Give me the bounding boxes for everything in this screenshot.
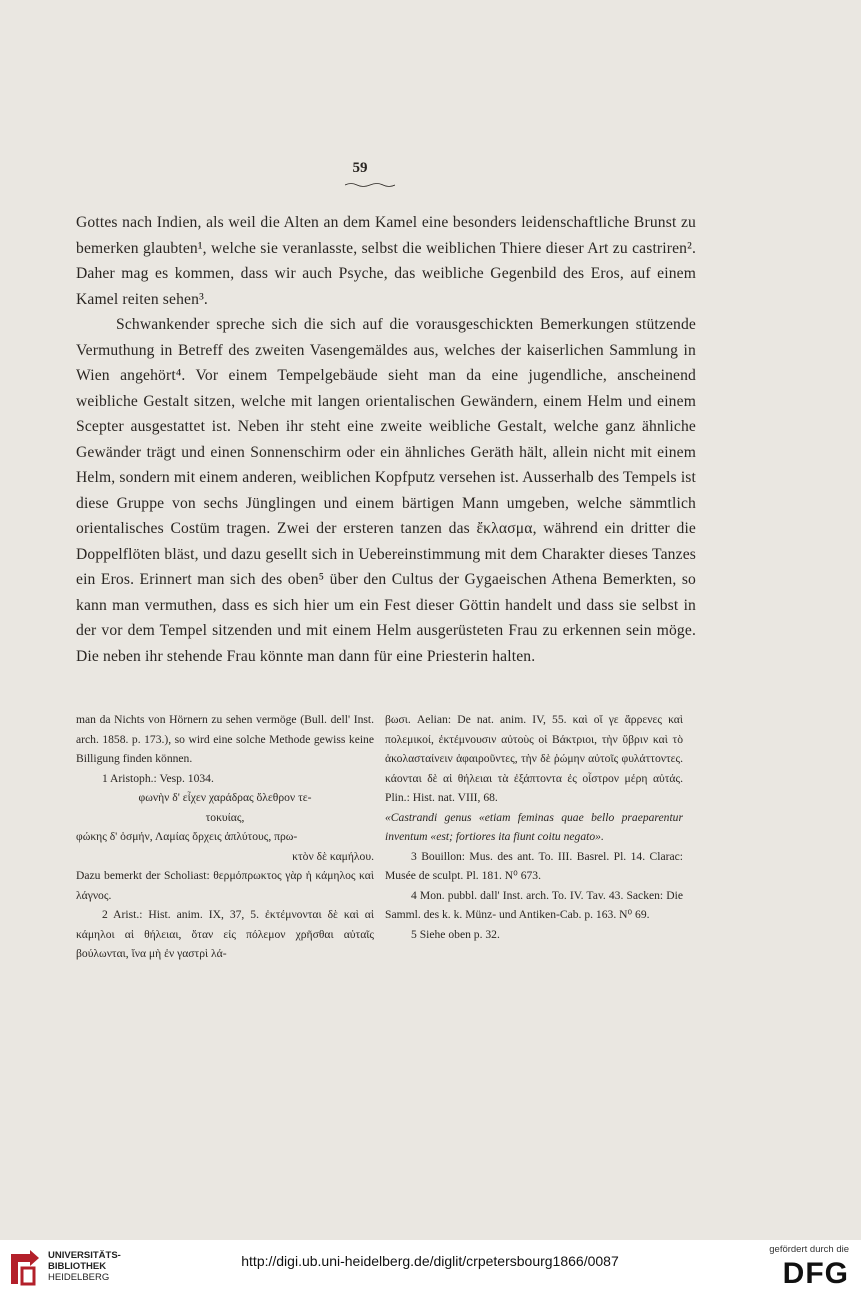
footnote-5: 5 Siehe oben p. 32. (411, 927, 500, 941)
footnote-2-continuation-latin-wrap (385, 808, 683, 847)
footnote-2: 2 Arist.: Hist. anim. IX, 37, 5. ἐκτέμνονται δὲ καὶ αἱ κάμηλοι αἱ θήλειαι, ὅταν εἰς πόλεμον χρῆσθαι αὐταῖς βούλωνται, ἵνα μὴ ἐν γαστρὶ λά- (76, 908, 374, 960)
footnotes-right-column (385, 710, 683, 944)
footnotes-left-column (76, 710, 374, 964)
footnote-2-continuation-greek: βωσι. Aelian: De nat. anim. IV, 55. καὶ οἵ γε ἄρρενες καὶ πολεμικοί, ἐκτέμνουσιν αὐτοὺς οἱ Βάκτριοι, τὴν ὕβριν καὶ τὸ ἀκολασταίνειν ἀφαιροῦντες, τὴν δὲ ῥώμην αὐτοῖς φυλάττοντες. κάονται δὲ αἱ θήλειαι τὰ ἐξάπτοντα ἐς οἶστρον μέρη αὐτάς. Plin.: Hist. nat. VIII, 68. (385, 713, 683, 804)
main-text (76, 210, 696, 669)
footnote-1-scholiast: Dazu bemerkt der Scholiast: θερμόπρωκτος γὰρ ἡ κάμηλος καὶ λάγνος. (76, 869, 374, 902)
permalink-url[interactable]: http://digi.ub.uni-heidelberg.de/diglit/crpetersbourg1866/0087 (241, 1253, 619, 1269)
university-name-line-3: HEIDELBERG (48, 1272, 110, 1283)
footer-bar (0, 1240, 861, 1297)
footnote-1-verse-line-3: φώκης δ' ὀσμήν, Λαμίας ὄρχεις ἀπλύτους, πρω- (76, 830, 298, 843)
university-name-line-2: BIBLIOTHEK (48, 1261, 107, 1272)
page-number-ornament (345, 182, 395, 188)
dfg-caption: gefördert durch die (769, 1244, 849, 1255)
paragraph-1: Gottes nach Indien, als weil die Alten an dem Kamel eine besonders leidenschaftliche Brunst zu bemerken glaubten¹, welche sie veranlasste, selbst die weiblichen Thiere dieser Art zu castriren². Daher mag es kommen, dass wir auch Psyche, das weibliche Gegenbild des Eros, auf einem Kamel reiten sehen³. (76, 214, 696, 308)
footnote-1-verse-line-4: κτὸν δὲ καμήλου. (292, 849, 374, 863)
page-number: 59 (352, 160, 368, 176)
footnote-2-continuation-latin: «Castrandi genus «etiam feminas quae bello praeparentur inventum «est; fortiores ita fiunt coitu negato». (385, 810, 683, 843)
footnote-3: 3 Bouillon: Mus. des ant. To. III. Basrel. Pl. 14. Clarac: Musée de sculpt. Pl. 181. N⁰ 673. (385, 849, 683, 882)
university-library-logo-icon (8, 1248, 42, 1288)
paragraph-2: Schwankender spreche sich die sich auf die vorausgeschickten Bemerkungen stützende Vermuthung in Betreff des zweiten Vasengemäldes aus, welches der kaiserlichen Sammlung in Wien angehört⁴. Vor einem Tempelgebäude sieht man da eine jugendliche, anscheinend weibliche Gestalt sitzen, welche mit langen orientalischen Gewändern, einem Helm und einem Scepter ausgestattet ist. Neben ihr steht eine zweite weibliche Gestalt, welche ganz ähnliche Gewänder trägt und einen Sonnenschirm oder ein ähnliches Geräth hält, allein nicht mit einem Helm, sondern mit einem anderen, weiblichen Kopfputz versehen ist. Ausserhalb des Tempels ist diese Gruppe von sechs Jünglingen und einem bärtigen Mann umgeben, welche sämmtlich orientalisches Costüm tragen. Zwei der ersteren tanzen das ἔκλασμα, während ein dritter die Doppelflöten bläst, und dazu gesellt sich in Uebereinstimmung mit dem Charakter dieses Tanzes ein Eros. Erinnert man sich des oben⁵ über den Cultus der Gygaeischen Athena Bemerkten, so kann man vermuthen, dass es sich hier um ein Fest dieser Göttin handelt und dass sie selbst in der vor dem Tempel sitzenden und mit einem Helm ausgerüsteten Frau zu erkennen sein möge. Die neben ihr stehende Frau könnte man dann für eine Priesterin halten. (76, 316, 696, 665)
footnote-1-verse-line-2: τοκυίας, (205, 810, 245, 824)
footnote-1-reference: 1 Aristoph.: Vesp. 1034. (102, 771, 214, 785)
footnote-1-verse-line-1: φωνὴν δ' εἶχεν χαράδρας ὄλεθρον τε- (138, 791, 312, 804)
footnote-4: 4 Mon. pubbl. dall' Inst. arch. To. IV. Tav. 43. Sacken: Die Samml. des k. k. Münz- und Antiken-Cab. p. 163. N⁰ 69. (385, 888, 683, 921)
university-library-name (48, 1250, 121, 1283)
footnote-continuation: man da Nichts von Hörnern zu sehen vermöge (Bull. dell' Inst. arch. 1858. p. 173.), so wird eine solche Methode gewiss keine Billigung finden können. (76, 713, 374, 765)
university-name-line-1: UNIVERSITÄTS- (48, 1250, 121, 1261)
dfg-logo: DFG (782, 1257, 849, 1290)
